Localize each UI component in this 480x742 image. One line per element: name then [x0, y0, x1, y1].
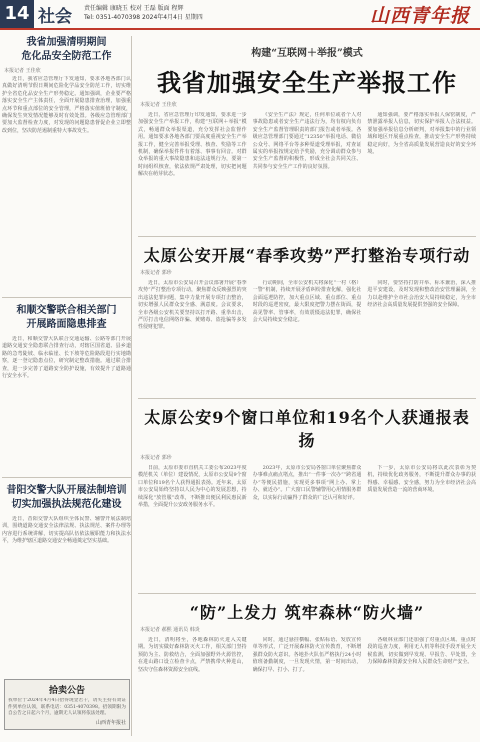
column-text: 2023年，太原市公安局各窗口单位聚焦群众办事难点痛点堵点，推出“一件事一次办”“跨省通办”等便民措施，实现更多事项“网上办、掌上办、就近办”。广大窗口民警辅警用心用情服务群众，以实际行动赢得了群众的广泛认可和好评。 — [252, 465, 362, 501]
divider — [2, 297, 131, 298]
column-text: 同时，要坚持打防并举、标本兼治，深入推进平安建设，及时发现和整改治安管理漏洞，全力以赴维护全市社会治安大局持续稳定，为全市经济社会高质量发展提供坚强的安全保障。 — [367, 280, 477, 309]
article-title — [2, 304, 131, 332]
column-text: 通知强调，要严格落实举报人保密制度，严禁泄露举报人信息，切实保护举报人合法权益。要加强举报信息分析研判，对举报集中的行业领域和地区开展重点检查，推动安全生产形势持续稳定向好，为全省高质量发展营造良好的安全环境。 — [367, 112, 477, 156]
notice-signature: 山西青年报社 — [95, 720, 126, 726]
article-title: 我省加强安全生产举报工作 — [157, 68, 457, 97]
article-title — [2, 36, 131, 64]
column-text: 各级林业部门还加强了对重点区域、重点时段的巡查力度，利用无人机等科技手段开展全天候监测，切实做到早发现、早报告、早处置，全力保障森林资源安全和人民群众生命财产安全。 — [367, 637, 477, 666]
section-title: 社会 — [38, 7, 72, 27]
left-article-1 — [2, 36, 131, 291]
article-title: 太原公安9个窗口单位和19名个人获通报表扬 — [144, 408, 470, 450]
article-kicker: 构建“互联网＋举报”模式 — [251, 48, 363, 59]
main-article-3 — [138, 405, 476, 587]
article-byline: 本报记者 郝熙 通讯员 韩炎 — [140, 627, 200, 633]
article-columns — [138, 112, 476, 230]
column-text: 同时，通过悬挂横幅、张贴标语、发放宣传单等形式，广泛开展森林防火宣传教育，不断增强群众防火意识。各地扑火队伍严格执行24小时值班备勤制度，一旦发现火情，第一时间出动，确保打早、打小、打了。 — [252, 637, 362, 673]
column-text: 下一步，太原市公安局将以此次表彰为契机，持续优化政务服务，不断提升群众办事的获得感、幸福感、安全感，努力为全市经济社会高质量发展营造一流的营商环境。 — [367, 465, 477, 494]
article-body: 近日，和顺交警大队联合交通运输、公路等部门开展道路交通安全隐患联合排查行动，对辖区国省道、县乡道路的急弯陡坡、临水临崖、长下坡等危险路段进行实地勘察，逐一登记隐患点位，研究制定整改措施。通过联合排查，进一步完善了道路安全防护设施，有效提升了道路通行安全水平。 — [2, 336, 131, 380]
main-area — [138, 36, 476, 737]
divider — [138, 236, 476, 237]
title-line-2: 切实加强执法规范化建设 — [11, 499, 122, 510]
title-line-1: 和顺交警联合相关部门 — [16, 305, 117, 316]
contact-date-line: Tel: 0351-4070398 2024年4月4日 星期四 — [84, 14, 203, 21]
article-byline: 本报记者 王佳欣 — [140, 102, 177, 108]
column-text: 近日，省应急管理厅印发通知，要求进一步加强安全生产举报工作，构建“互联网＋举报”模式，畅通群众举报渠道，充分发挥社会监督作用。通知要求各地各部门要高度重视安全生产举报工作，健全完善举报受理、核查、奖励等工作机制，确保举报件件有着落、事事有回音。对群众举报的重大事故隐患和违法违规行为，要第一时间组织核查，依法依规严肃处理，切实把问题解决在萌芽状态。 — [138, 112, 247, 178]
article-body: 近日，昔阳交警大队组织全体民警、辅警开展法制培训，围绕道路交通安全法律法规、执法规范、案件办理等内容进行系统讲解，切实提高队伍依法履职能力和执法水平，为维护辖区道路交通安全畅通奠定坚实基础。 — [2, 516, 131, 545]
article-title: “防”上发力 筑牢森林“防火墙” — [189, 603, 425, 622]
article-title: 太原公安开展“春季攻势”严打整治专项行动 — [143, 246, 471, 265]
divider — [138, 398, 476, 399]
column-text: 近日，太原市公安局召开会议部署开展“春季攻势”严打整治专项行动，聚焦群众反映强烈的突出违法犯罪问题，集中力量开展专项打击整治，切实增强人民群众安全感、满意度。会议要求，全市各级公安机关要坚持以打开路、重拳出击，严厉打击电信网络诈骗、黄赌毒、盗抢骗等多发性侵财犯罪。 — [138, 280, 247, 331]
lost-found-notice — [4, 679, 130, 730]
divider — [138, 593, 476, 594]
column-text: 《安全生产法》规定，任何单位或者个人对事故隐患或者安全生产违法行为，均有权向负有安全生产监督管理职责的部门报告或者举报。各级应急管理部门要通过“12350”举报电话、微信公众号、网络平台等多种渠道受理举报，对查证属实的举报按规定给予奖励，充分调动群众参与安全生产监督的积极性，形成全社会共同关注、共同参与安全生产工作的良好氛围。 — [252, 112, 362, 170]
masthead-meta — [84, 4, 203, 22]
article-byline: 本报记者 郭珍 — [140, 270, 172, 276]
title-line-1: 昔阳交警大队开展法制培训 — [6, 485, 127, 496]
notice-title: 拾卖公告 — [48, 686, 85, 697]
column-text: 近日，清明将至，各地森林防火进入关键期。为切实做好森林防灭火工作，相关部门坚持预防为主、防救结合，全面加强野外火源管控，在进山路口设立检查卡点，严禁携带火种进山，坚决守住森林资源安全底线。 — [138, 637, 247, 673]
main-article-1 — [138, 44, 476, 230]
left-article-2 — [2, 304, 131, 471]
masthead — [0, 0, 480, 30]
article-title — [2, 484, 131, 512]
notice-body: 我单位于2024年4月4日拾得现金若干，请失主持有效证件到单位认领，联系电话：0351-4070398。招领期限为自公告之日起六个月，逾期无人认领将依法处理。 — [8, 698, 126, 716]
column-text: 行动期间，全市公安机关将深化“一村（格）一警”机制，持续开展矛盾纠纷排查化解，强化社会面巡逻防控，加大重点区域、重点部位、重点时段的巡逻密度，最大限度把警力摆在街面，提高见警率、管事率，有效震慑违法犯罪，确保社会大局持续安全稳定。 — [252, 280, 362, 324]
article-columns — [138, 465, 476, 587]
left-column — [2, 36, 132, 736]
page-number: 14 — [0, 0, 34, 28]
editor-line: 责任编辑 康晓玉 校对 王磊 版面 程辉 — [84, 5, 184, 12]
article-columns — [138, 637, 476, 737]
article-body: 近日，我省应急管理厅下发通知，要求各地各部门认真做好清明节假日期间危险化学品安全防范工作，切实维护全省危化品安全生产形势稳定。通知强调，企业要严格落实安全生产主体责任，全面开展隐患排查治理，加强重点环节和重点部位的安全管理，严格落实值班值守制度，确保发生突发情况能够及时有效处置。各级应急管理部门要加大监督检查力度，对发现的问题隐患督促企业立即整改到位，坚决防范遏制重特大事故发生。 — [2, 76, 131, 134]
article-columns — [138, 280, 476, 392]
main-article-4 — [138, 600, 476, 737]
title-line-2: 开展路面隐患排查 — [26, 319, 107, 330]
title-line-2: 危化品安全防范工作 — [21, 51, 112, 62]
article-byline: 本报记者 王佳欣 — [4, 68, 41, 74]
divider — [2, 477, 131, 478]
article-byline: 本报记者 郭珍 — [140, 455, 172, 461]
newspaper-logo: 山西青年报 — [369, 5, 470, 27]
left-article-3 — [2, 484, 131, 646]
title-line-1: 我省加强清明期间 — [26, 37, 107, 48]
main-article-2 — [138, 243, 476, 392]
column-text: 日前，太原市委市直机关工委公布2023年度模范机关（单位）建设情况，太原市公安局9个窗口单位和19名个人获得通报表扬。近年来，太原市公安局始终坚持以人民为中心的发展思想，持续深化“放管服”改革，不断推出便民利民惠民新举措，全面提升公安政务服务水平。 — [138, 465, 247, 509]
